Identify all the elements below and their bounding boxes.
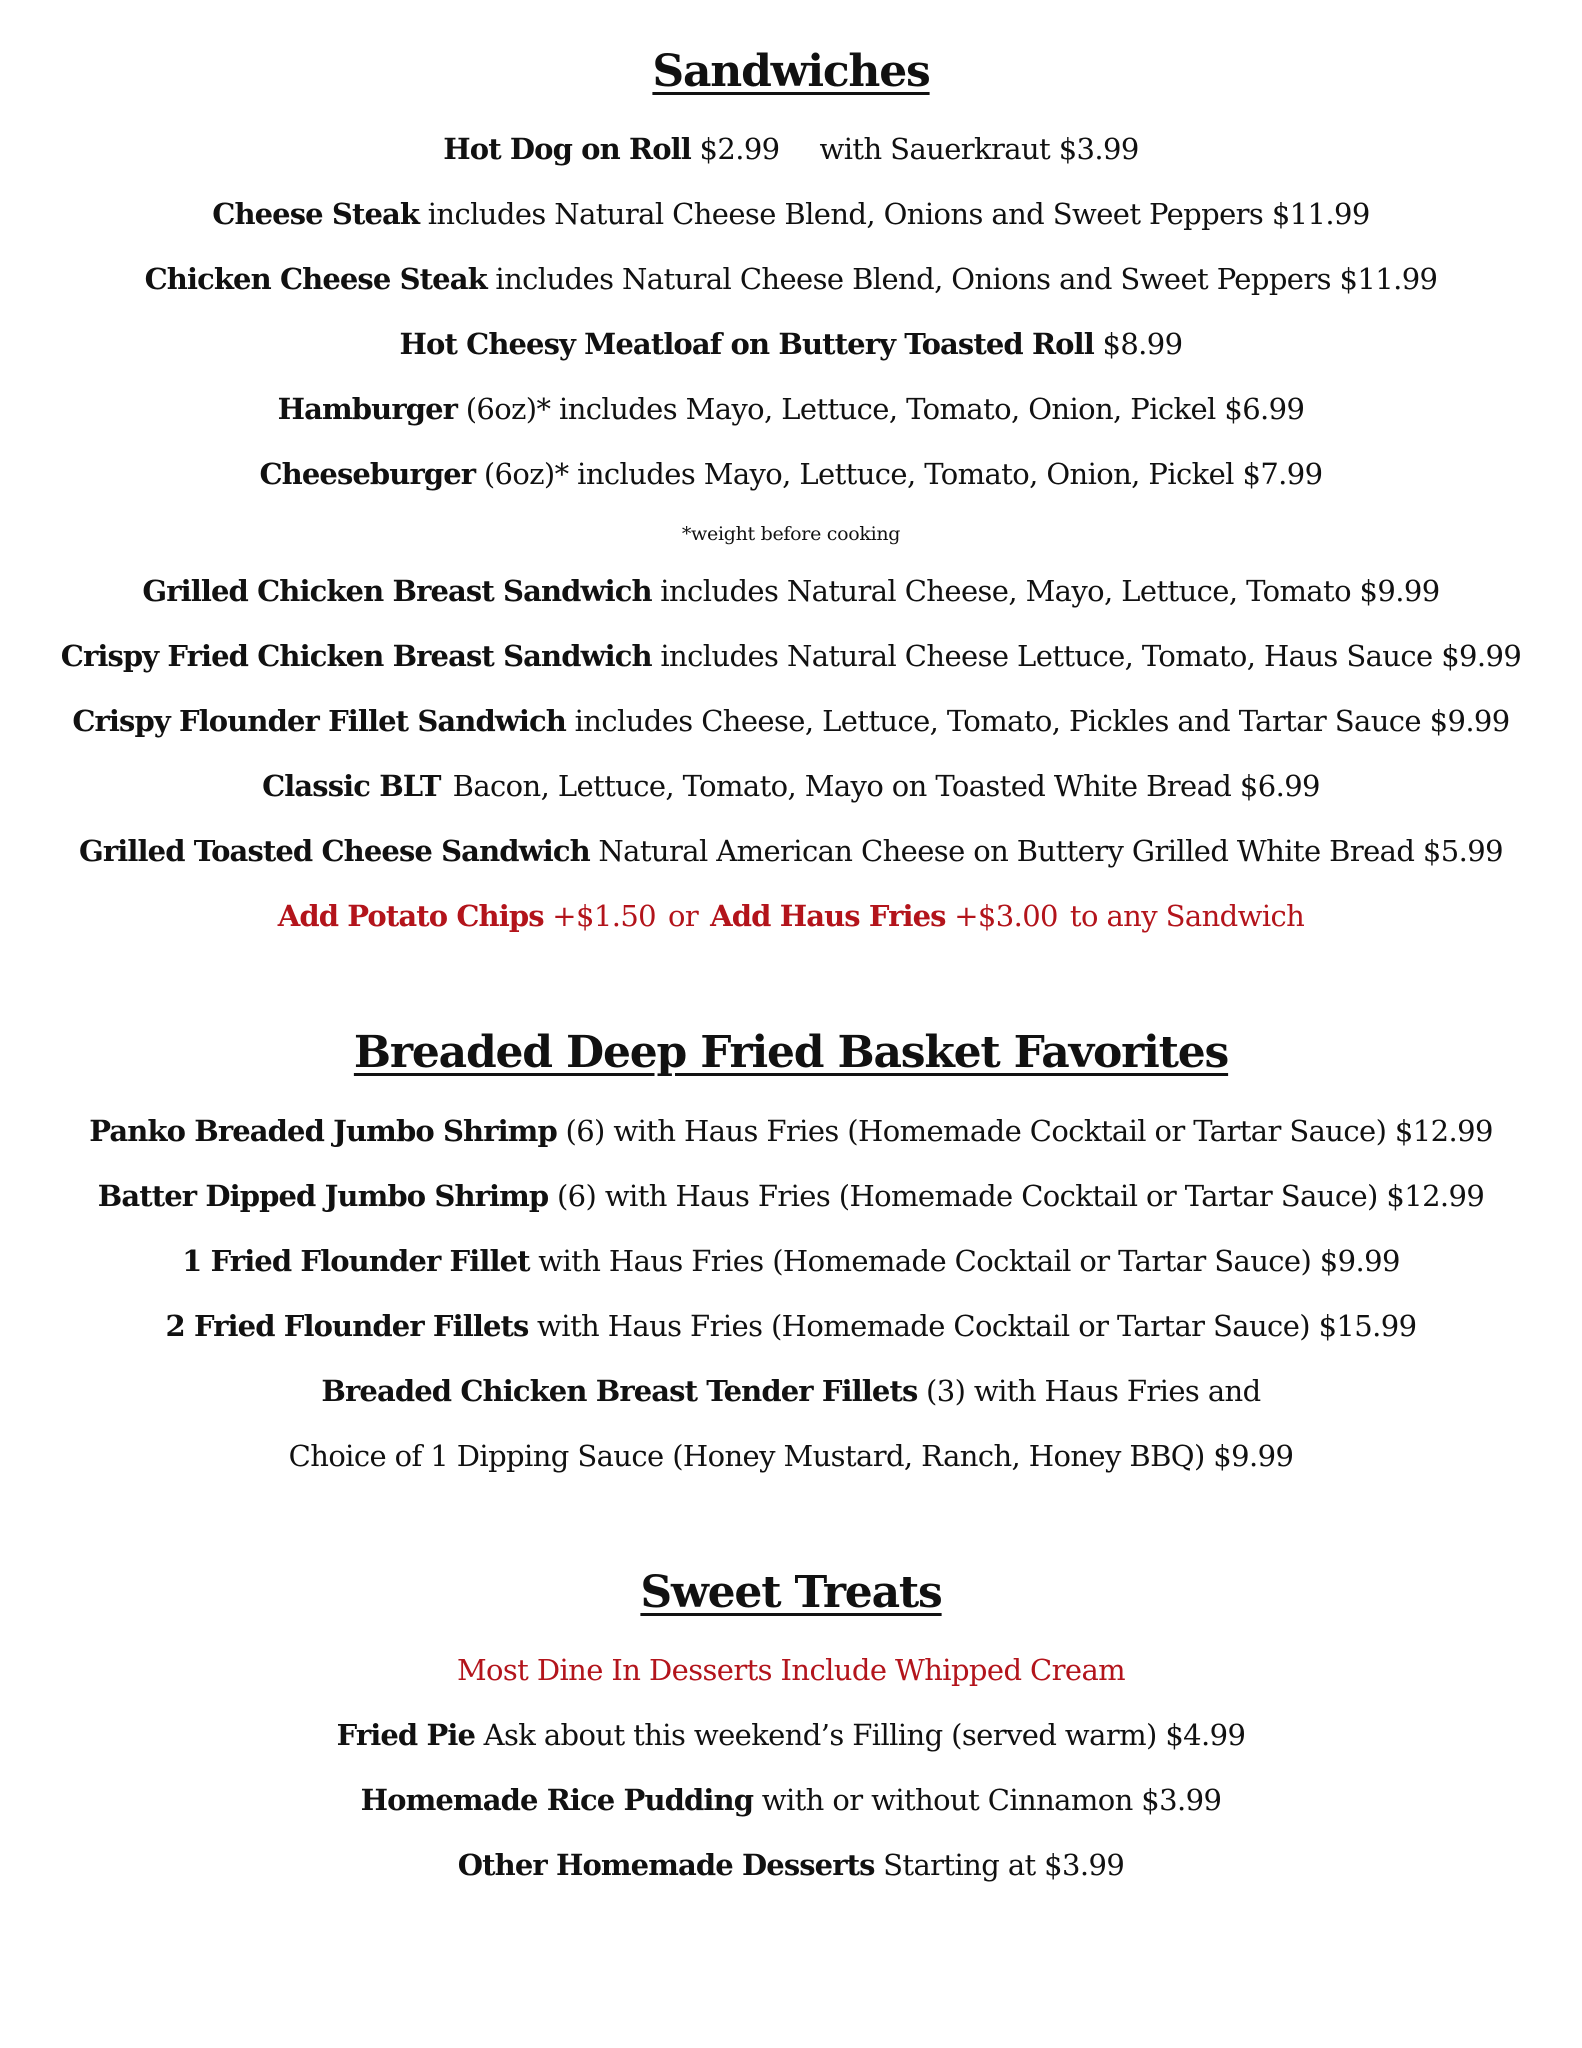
item-desc: Starting at $3.99	[883, 1848, 1125, 1882]
menu-item-chicken-cheese-steak	[0, 261, 1582, 297]
item-desc: with or without Cinnamon $3.99	[761, 1783, 1222, 1817]
item-name: Crispy Flounder Fillet Sandwich	[72, 704, 566, 738]
addon-fries-name: Add Haus Fries	[710, 899, 946, 933]
item-option: with Sauerkraut $3.99	[819, 132, 1139, 166]
addon-chips-price: +$1.50	[552, 899, 657, 933]
item-desc: includes Natural Cheese Lettuce, Tomato, Haus Sauce $9.99	[660, 639, 1522, 673]
item-name: Grilled Toasted Cheese Sandwich	[79, 834, 590, 868]
menu-item-other-desserts	[0, 1847, 1582, 1883]
item-name: Cheeseburger	[259, 457, 476, 491]
item-desc: includes Natural Cheese, Mayo, Lettuce, Tomato $9.99	[660, 574, 1440, 608]
item-desc: Natural American Cheese on Buttery Grilled White Bread $5.99	[598, 834, 1503, 868]
item-price: $2.99	[699, 132, 780, 166]
item-name: Panko Breaded Jumbo Shrimp	[89, 1114, 557, 1148]
item-desc: (6) with Haus Fries (Homemade Cocktail or Tartar Sauce) $12.99	[565, 1114, 1493, 1148]
menu-item-fried-pie	[0, 1717, 1582, 1753]
menu-item-chicken-tenders	[0, 1373, 1582, 1409]
menu-item-hamburger	[0, 391, 1582, 427]
item-desc: with Haus Fries (Homemade Cocktail or Tartar Sauce) $15.99	[537, 1309, 1417, 1343]
item-desc: (6oz)* includes Mayo, Lettuce, Tomato, Onion, Pickel $7.99	[483, 457, 1323, 491]
dessert-note: Most Dine In Desserts Include Whipped Cream	[456, 1653, 1126, 1687]
item-desc: (6) with Haus Fries (Homemade Cocktail or Tartar Sauce) $12.99	[556, 1179, 1485, 1213]
sandwiches-heading: Sandwiches	[652, 46, 930, 97]
sandwich-addons	[0, 898, 1582, 934]
item-price: $8.99	[1102, 327, 1183, 361]
item-name: Hot Dog on Roll	[443, 132, 691, 166]
item-name: Crispy Fried Chicken Breast Sandwich	[60, 639, 652, 673]
item-desc: with Haus Fries (Homemade Cocktail or Tartar Sauce) $9.99	[538, 1244, 1400, 1278]
menu-item-cheese-steak	[0, 196, 1582, 232]
addon-suffix: to any Sandwich	[1069, 899, 1305, 933]
addon-fries-price: +$3.00	[954, 899, 1058, 933]
item-name: Classic BLT	[262, 769, 441, 803]
menu-item-grilled-chicken	[0, 573, 1582, 609]
item-name: Cheese Steak	[212, 197, 420, 231]
item-desc: includes Natural Cheese Blend, Onions and Sweet Peppers $11.99	[495, 262, 1438, 296]
weight-footnote: *weight before cooking	[681, 523, 901, 545]
item-name: Homemade Rice Pudding	[360, 1783, 754, 1817]
menu-item-crispy-chicken	[0, 638, 1582, 674]
menu-item-flounder-sandwich	[0, 703, 1582, 739]
item-name: 1 Fried Flounder Fillet	[182, 1244, 530, 1278]
menu-item-two-flounder	[0, 1308, 1582, 1344]
menu-item-batter-shrimp	[0, 1178, 1582, 1214]
item-desc: (3) with Haus Fries and	[926, 1374, 1261, 1408]
item-desc: Bacon, Lettuce, Tomato, Mayo on Toasted White Bread $6.99	[452, 769, 1320, 803]
item-desc: (6oz)* includes Mayo, Lettuce, Tomato, Onion, Pickel $6.99	[465, 392, 1305, 426]
menu-item-one-flounder	[0, 1243, 1582, 1279]
item-name: Hot Cheesy Meatloaf on Buttery Toasted Roll	[399, 327, 1094, 361]
menu-item-grilled-cheese	[0, 833, 1582, 869]
menu-item-chicken-tenders-sauce: Choice of 1 Dipping Sauce (Honey Mustard, Ranch, Honey BBQ) $9.99	[288, 1439, 1294, 1473]
menu-item-rice-pudding	[0, 1782, 1582, 1818]
item-desc: includes Cheese, Lettuce, Tomato, Pickles and Tartar Sauce $9.99	[574, 704, 1510, 738]
item-name: Chicken Cheese Steak	[144, 262, 487, 296]
item-desc: includes Natural Cheese Blend, Onions and Sweet Peppers $11.99	[427, 197, 1370, 231]
menu-item-blt	[0, 768, 1582, 804]
menu-item-hot-dog	[0, 131, 1582, 167]
baskets-heading: Breaded Deep Fried Basket Favorites	[353, 1027, 1229, 1078]
item-name: Breaded Chicken Breast Tender Fillets	[321, 1374, 918, 1408]
item-name: Batter Dipped Jumbo Shrimp	[97, 1179, 549, 1213]
menu-item-meatloaf	[0, 326, 1582, 362]
item-name: Other Homemade Desserts	[457, 1848, 875, 1882]
item-name: Fried Pie	[336, 1718, 476, 1752]
menu-item-cheeseburger	[0, 456, 1582, 492]
item-name: 2 Fried Flounder Fillets	[165, 1309, 529, 1343]
item-name: Grilled Chicken Breast Sandwich	[142, 574, 652, 608]
item-name: Hamburger	[277, 392, 458, 426]
item-desc: Ask about this weekend’s Filling (served warm) $4.99	[483, 1718, 1246, 1752]
addon-or: or	[668, 899, 699, 933]
menu-item-panko-shrimp	[0, 1113, 1582, 1149]
sweets-heading: Sweet Treats	[640, 1567, 942, 1618]
addon-chips-name: Add Potato Chips	[277, 899, 544, 933]
